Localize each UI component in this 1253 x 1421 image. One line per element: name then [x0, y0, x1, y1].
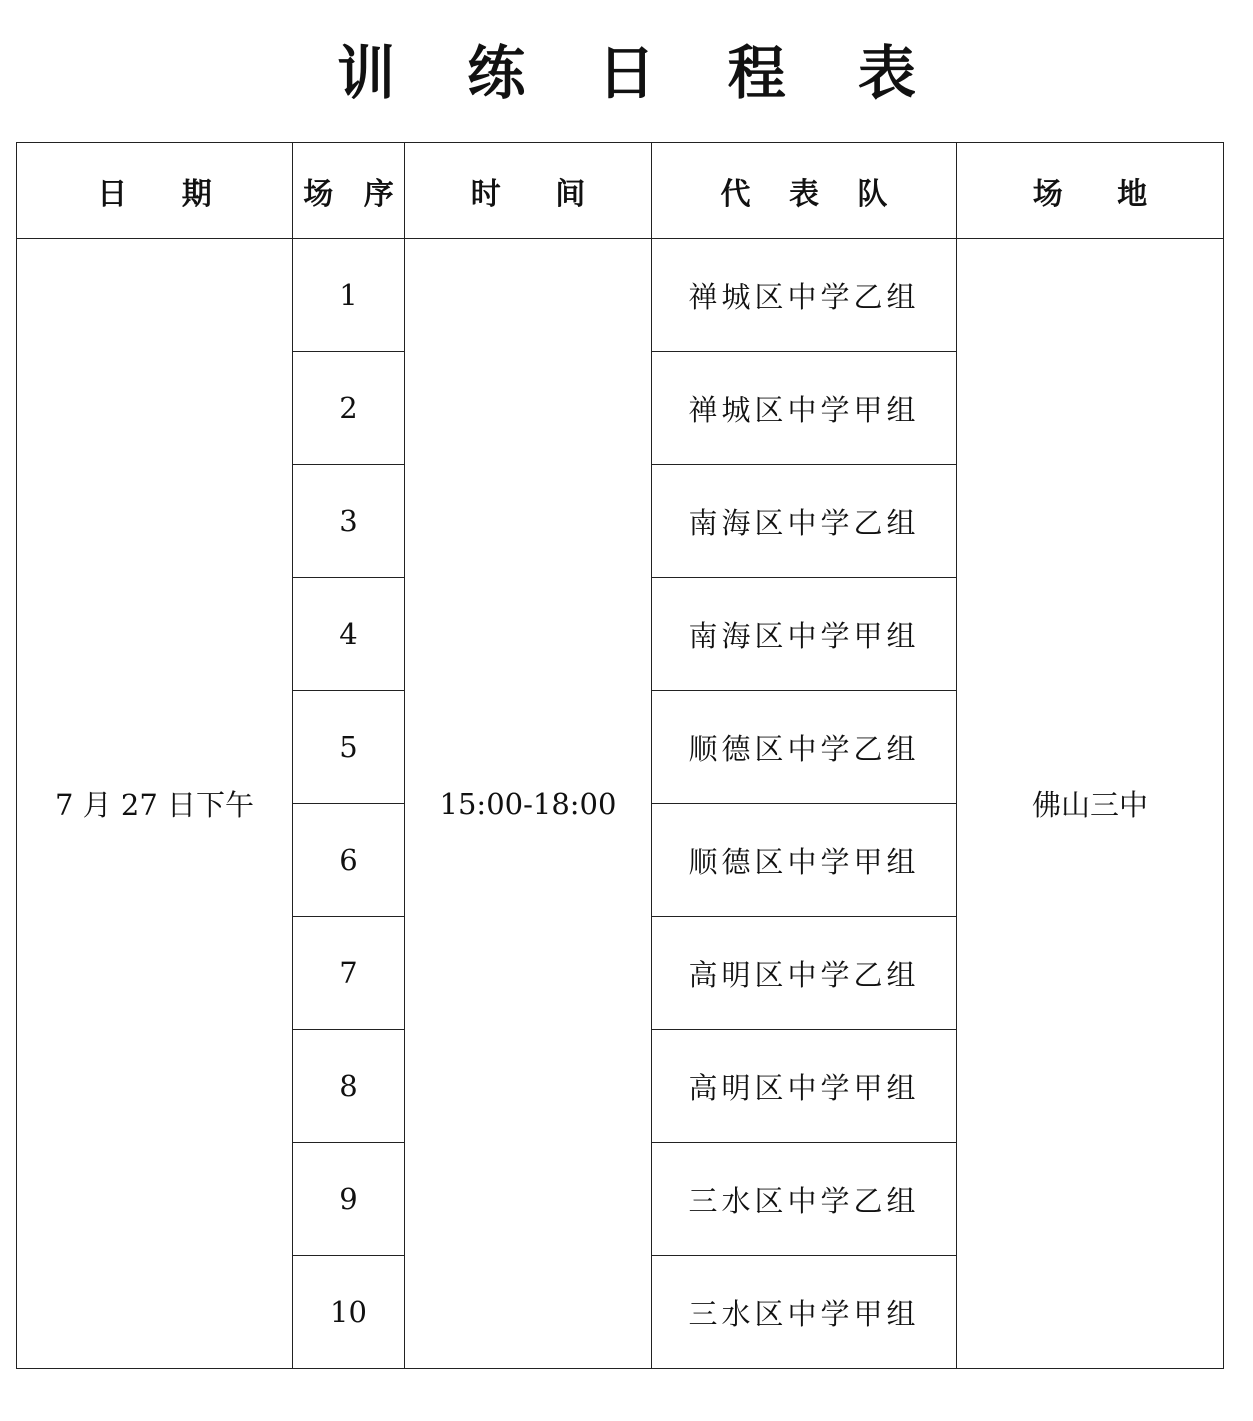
seq-cell: 7 [293, 917, 405, 1030]
header-date: 日 期 [17, 143, 293, 239]
seq-cell: 9 [293, 1143, 405, 1256]
venue-cell: 佛山三中 [957, 239, 1224, 1369]
header-time: 时 间 [405, 143, 652, 239]
seq-cell: 1 [293, 239, 405, 352]
document-title: 训 练 日 程 表 [337, 39, 942, 107]
team-cell: 三水区中学乙组 [652, 1143, 957, 1256]
team-cell: 顺德区中学甲组 [652, 804, 957, 917]
team-cell: 南海区中学乙组 [652, 465, 957, 578]
team-cell: 三水区中学甲组 [652, 1256, 957, 1369]
date-cell: 7 月 27 日下午 [17, 239, 293, 1369]
header-seq: 场 序 [293, 143, 405, 239]
time-cell: 15:00-18:00 [405, 239, 652, 1369]
seq-cell: 4 [293, 578, 405, 691]
schedule-table [16, 142, 1224, 1369]
team-cell: 高明区中学乙组 [652, 917, 957, 1030]
seq-cell: 10 [293, 1256, 405, 1369]
header-venue: 场 地 [957, 143, 1224, 239]
seq-cell: 3 [293, 465, 405, 578]
seq-cell: 8 [293, 1030, 405, 1143]
table-row [17, 239, 1224, 352]
team-cell: 南海区中学甲组 [652, 578, 957, 691]
header-team: 代 表 队 [652, 143, 957, 239]
team-cell: 禅城区中学乙组 [652, 239, 957, 352]
team-cell: 高明区中学甲组 [652, 1030, 957, 1143]
seq-cell: 5 [293, 691, 405, 804]
seq-cell: 2 [293, 352, 405, 465]
seq-cell: 6 [293, 804, 405, 917]
header-row [17, 143, 1224, 239]
team-cell: 禅城区中学甲组 [652, 352, 957, 465]
team-cell: 顺德区中学乙组 [652, 691, 957, 804]
